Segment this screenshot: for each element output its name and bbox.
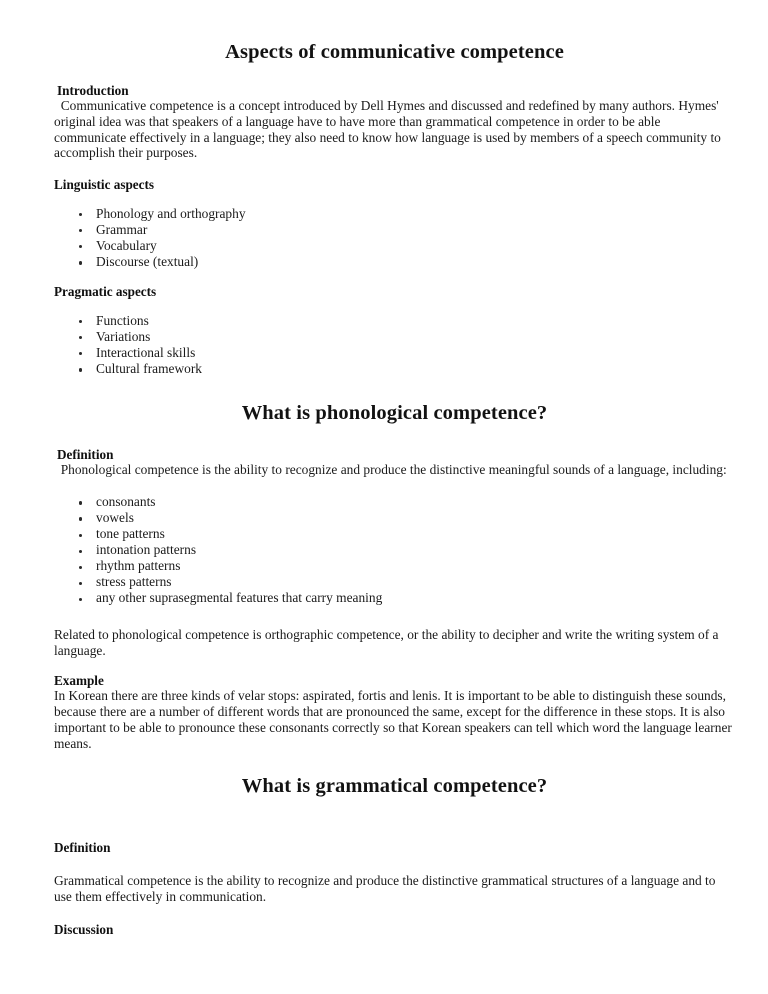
spacer — [54, 659, 735, 673]
phonological-features-list — [54, 494, 735, 607]
spacer — [54, 820, 735, 840]
spacer — [54, 855, 735, 873]
example-heading: Example — [54, 672, 104, 688]
list-item: Interactional skills — [54, 345, 735, 361]
phonological-definition-heading: Definition — [57, 446, 114, 462]
spacer — [54, 426, 735, 447]
list-item: any other suprasegmental features that carry meaning — [54, 590, 735, 606]
spacer — [54, 478, 735, 494]
discussion-heading: Discussion — [54, 921, 114, 937]
linguistic-aspects-list — [54, 206, 735, 270]
list-item: Grammar — [54, 222, 735, 238]
list-item: tone patterns — [54, 526, 735, 542]
spacer — [54, 193, 735, 206]
list-item: stress patterns — [54, 574, 735, 590]
grammatical-definition-paragraph: Grammatical competence is the ability to recognize and produce the distinctive grammatical structures of a language and to use them effectively in communication. — [54, 873, 716, 905]
linguistic-aspects-heading: Linguistic aspects — [54, 177, 155, 192]
spacer — [54, 300, 735, 313]
page-title: Aspects of communicative competence — [225, 41, 564, 63]
orthographic-competence-paragraph: Related to phonological competence is orthographic competence, or the ability to decipher and write the writing system of a language. — [54, 627, 719, 659]
list-item: Variations — [54, 329, 735, 345]
example-paragraph: In Korean there are three kinds of velar stops: aspirated, fortis and lenis. It is important to be able to distinguish these sounds, because there are a number of different words that are pronounced the same, except for the difference in these stops. It is also important to be able to pronounce these consonants correctly so that Korean speakers can tell which word the language learner means. — [54, 688, 732, 751]
list-item: consonants — [54, 494, 735, 510]
list-item: rhythm patterns — [54, 558, 735, 574]
spacer — [54, 161, 735, 177]
list-item: Phonology and orthography — [54, 206, 735, 222]
list-item: Functions — [54, 313, 735, 329]
list-item: Discourse (textual) — [54, 254, 735, 270]
spacer — [54, 606, 735, 627]
introduction-paragraph: Communicative competence is a concept introduced by Dell Hymes and discussed and redefined by many authors. Hymes' original idea was that speakers of a language have to have more than grammatical competence in order to be able communicate effectively in a language; they also need to know how language is used by members of a speech community to accomplish their purposes. — [54, 98, 721, 161]
spacer — [54, 905, 735, 922]
spacer — [54, 65, 735, 83]
pragmatic-aspects-list — [54, 313, 735, 377]
list-item: Cultural framework — [54, 361, 735, 377]
list-item: vowels — [54, 510, 735, 526]
grammatical-section-title: What is grammatical competence? — [241, 775, 548, 798]
list-item: Vocabulary — [54, 238, 735, 254]
grammatical-definition-heading: Definition — [54, 839, 111, 855]
phonological-definition-paragraph: Phonological competence is the ability to recognize and produce the distinctive meaningful sounds of a language, including: — [57, 462, 727, 478]
spacer — [54, 799, 735, 820]
phonological-section-title: What is phonological competence? — [241, 401, 548, 424]
list-item: intonation patterns — [54, 542, 735, 558]
spacer — [54, 270, 735, 284]
introduction-heading: Introduction — [57, 82, 129, 98]
pragmatic-aspects-heading: Pragmatic aspects — [54, 283, 157, 299]
